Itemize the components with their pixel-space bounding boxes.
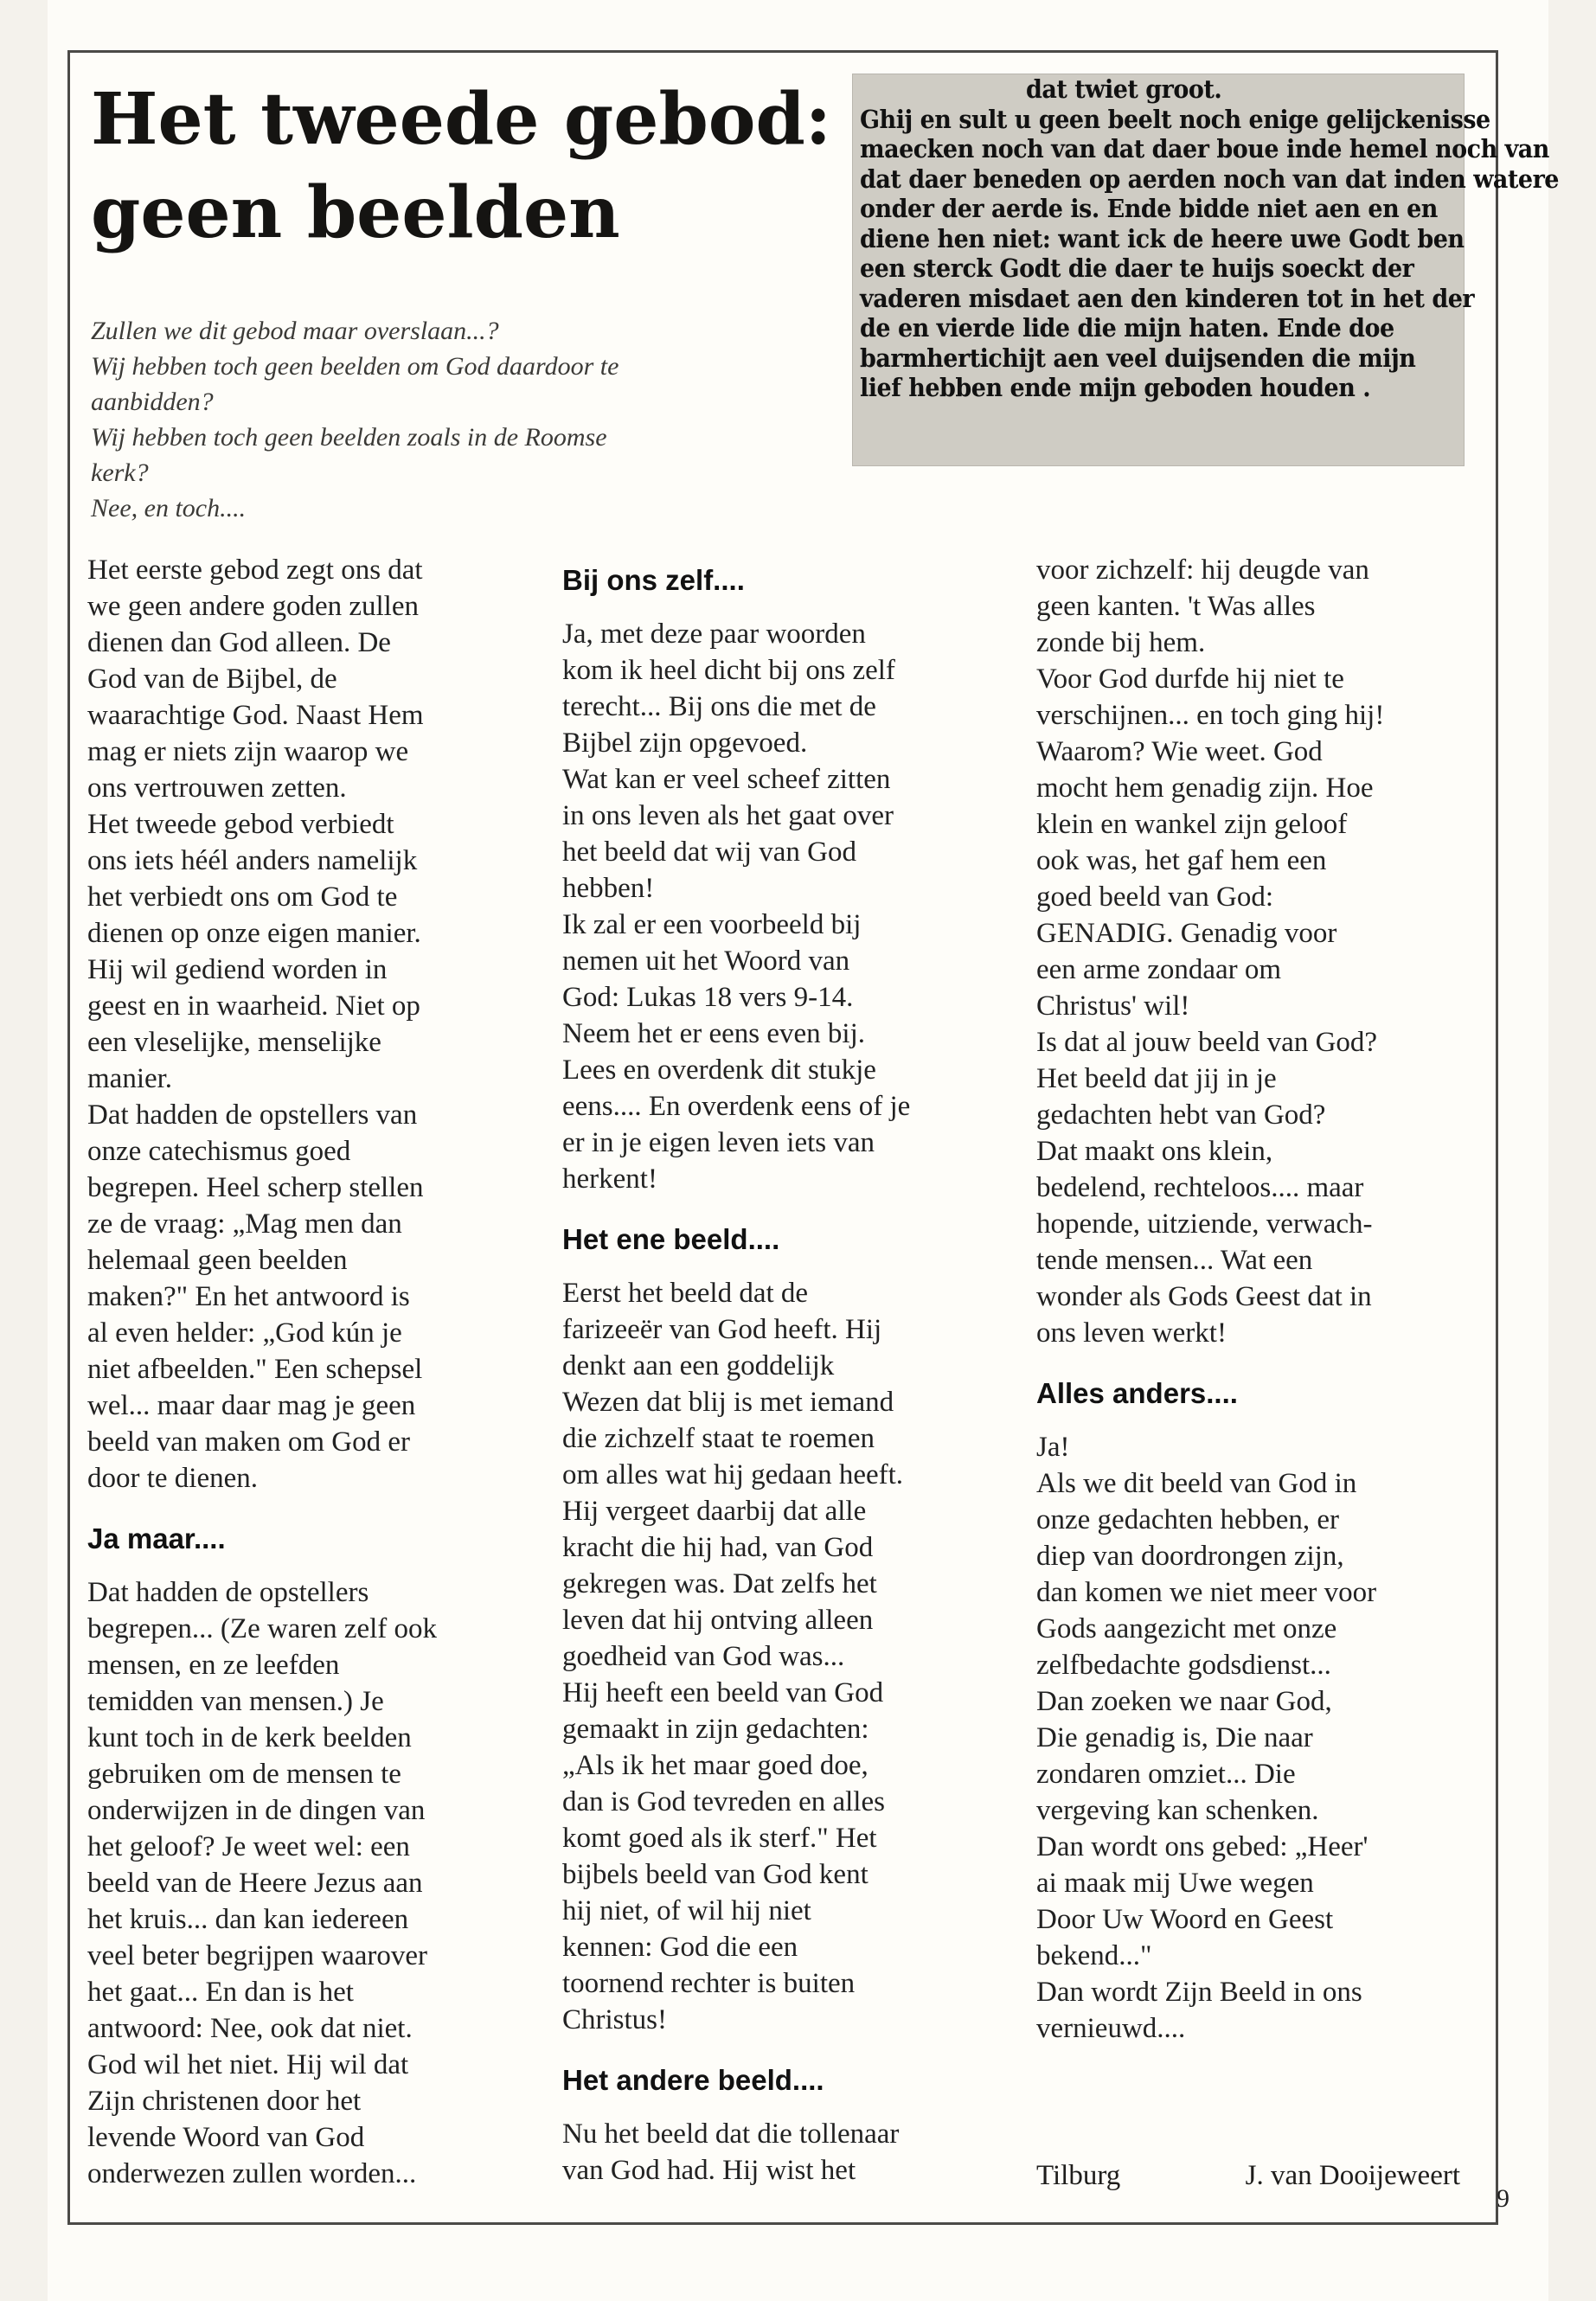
text-line: voor zichzelf: hij deugde van: [1036, 554, 1369, 586]
text-line: zonde bij hem.: [1036, 627, 1206, 658]
text-line: goedheid van God was...: [562, 1641, 845, 1672]
paragraph: [562, 2116, 1012, 2189]
text-line: van God had. Hij wist het: [562, 2155, 856, 2186]
text-line: mag er niets zijn waarop we: [87, 736, 409, 767]
text-line: Ja!: [1036, 1432, 1070, 1463]
text-line: klein en wankel zijn geloof: [1036, 809, 1348, 840]
text-line: Dan zoeken we naar God,: [1036, 1686, 1332, 1717]
text-line: farizeeër van God heeft. Hij: [562, 1314, 882, 1345]
text-line: ai maak mij Uwe wegen: [1036, 1868, 1314, 1899]
text-line: Christus' wil!: [1036, 990, 1190, 1022]
text-line: Het beeld dat jij in je: [1036, 1063, 1277, 1094]
text-line: Zijn christenen door het: [87, 2086, 362, 2117]
text-line: ook was, het gaf hem een: [1036, 845, 1327, 876]
text-line: beeld van maken om God er: [87, 1426, 410, 1458]
title-line: geen beelden: [91, 171, 620, 254]
text-line: wel... maar daar mag je geen: [87, 1390, 416, 1421]
text-line: gemaakt in zijn gedachten:: [562, 1714, 869, 1745]
text-line: dienen op onze eigen manier.: [87, 918, 421, 949]
text-line: Nu het beeld dat die tollenaar: [562, 2118, 900, 2150]
text-line: ons iets héél anders namelijk: [87, 845, 418, 876]
text-line: Als we dit beeld van God in: [1036, 1468, 1357, 1499]
title-line: Het tweede gebod:: [91, 78, 832, 161]
text-line: bedelend, rechteloos.... maar: [1036, 1172, 1364, 1203]
text-line: het verbiedt ons om God te: [87, 881, 398, 913]
text-line: Wezen dat blij is met iemand: [562, 1387, 894, 1418]
text-line: beeld van de Heere Jezus aan: [87, 1868, 423, 1899]
paragraph: [87, 1574, 537, 2192]
text-line: ons leven werkt!: [1036, 1317, 1227, 1349]
text-line: hopende, uitziende, verwach-: [1036, 1208, 1373, 1240]
text-line: Dat hadden de opstellers van: [87, 1099, 418, 1131]
subheading-het-ene-beeld: Het ene beeld....: [562, 1223, 780, 1255]
scan-line: Ghij en sult u geen beelt noch enige gelijckenisse: [860, 105, 1490, 135]
text-line: al even helder: „God kún je: [87, 1317, 402, 1349]
column-1: [87, 552, 537, 2192]
text-line: Wat kan er veel scheef zitten: [562, 764, 891, 795]
intro-line: kerk?: [91, 458, 149, 487]
intro-line: Nee, en toch....: [91, 494, 247, 522]
text-line: kennen: God die een: [562, 1932, 798, 1963]
text-line: in ons leven als het gaat over: [562, 800, 894, 831]
text-line: zondaren omziet... Die: [1036, 1759, 1296, 1790]
text-line: maken?" En het antwoord is: [87, 1281, 410, 1312]
intro-line: Zullen we dit gebod maar overslaan...?: [91, 317, 499, 345]
paragraph: [1036, 552, 1486, 1351]
text-line: „Als ik het maar goed doe,: [562, 1750, 869, 1781]
text-line: bijbels beeld van God kent: [562, 1859, 869, 1890]
text-line: gedachten hebt van God?: [1036, 1099, 1326, 1131]
scan-line: diene hen niet: want ick de heere uwe Godt ben: [860, 224, 1465, 254]
text-line: God van de Bijbel, de: [87, 663, 337, 695]
intro-line: Wij hebben toch geen beelden om God daardoor te: [91, 352, 619, 381]
text-line: tende mensen... Wat een: [1036, 1245, 1313, 1276]
text-line: het geloof? Je weet wel: een: [87, 1831, 410, 1862]
text-line: gekregen was. Dat zelfs het: [562, 1568, 877, 1599]
text-line: Die genadig is, Die naar: [1036, 1722, 1313, 1753]
text-line: een arme zondaar om: [1036, 954, 1282, 985]
text-line: gebruiken om de mensen te: [87, 1759, 401, 1790]
scan-line: dat daer beneden op aerden noch van dat inden watere: [860, 164, 1559, 195]
text-line: Waarom? Wie weet. God: [1036, 736, 1323, 767]
text-line: er in je eigen leven iets van: [562, 1127, 875, 1158]
subheading-het-andere-beeld: Het andere beeld....: [562, 2064, 824, 2096]
text-line: een vleselijke, menselijke: [87, 1027, 381, 1058]
text-line: mensen, en ze leefden: [87, 1650, 340, 1681]
text-line: onderwezen zullen worden...: [87, 2158, 417, 2189]
text-line: Hij heeft een beeld van God: [562, 1677, 884, 1708]
text-line: het gaat... En dan is het: [87, 1977, 354, 2008]
text-line: God wil het niet. Hij wil dat: [87, 2049, 409, 2080]
scan-line: lief hebben ende mijn geboden houden .: [860, 374, 1371, 403]
text-line: Het eerste gebod zegt ons dat: [87, 554, 423, 586]
text-line: kom ik heel dicht bij ons zelf: [562, 655, 895, 686]
text-line: kunt toch in de kerk beelden: [87, 1722, 412, 1753]
text-line: eens.... En overdenk eens of je: [562, 1091, 911, 1122]
text-line: die zichzelf staat te roemen: [562, 1423, 875, 1454]
text-line: Eerst het beeld dat de: [562, 1278, 809, 1309]
text-line: God: Lukas 18 vers 9-14.: [562, 982, 854, 1013]
text-line: ze de vraag: „Mag men dan: [87, 1208, 402, 1240]
column-3: [1036, 552, 1486, 2047]
text-line: terecht... Bij ons die met de: [562, 691, 876, 722]
text-line: zelfbedachte godsdienst...: [1036, 1650, 1331, 1681]
text-line: Dan wordt Zijn Beeld in ons: [1036, 1977, 1362, 2008]
text-line: Ik zal er een voorbeeld bij: [562, 909, 862, 940]
text-line: denkt aan een goddelijk: [562, 1350, 835, 1381]
text-line: we geen andere goden zullen: [87, 591, 419, 622]
text-line: dan is God tevreden en alles: [562, 1786, 885, 1817]
text-line: geen kanten. 't Was alles: [1036, 591, 1316, 622]
blackletter-scan-image: [852, 74, 1559, 466]
text-line: goed beeld van God:: [1036, 881, 1274, 913]
text-line: Dat hadden de opstellers: [87, 1577, 369, 1608]
text-line: Gods aangezicht met onze: [1036, 1613, 1337, 1644]
text-line: kracht die hij had, van God: [562, 1532, 874, 1563]
text-line: het kruis... dan kan iedereen: [87, 1904, 409, 1935]
article-intro: [91, 313, 783, 526]
signature: [1036, 2157, 1460, 2194]
text-line: om alles wat hij gedaan heeft.: [562, 1459, 904, 1490]
text-line: Voor God durfde hij niet te: [1036, 663, 1344, 695]
column-2: [562, 552, 1012, 2189]
paragraph: [562, 616, 1012, 1197]
scan-line: barmhertichijt aen veel duijsenden die mijn: [860, 343, 1416, 374]
text-line: onze gedachten hebben, er: [1036, 1504, 1339, 1535]
text-line: Dat maakt ons klein,: [1036, 1136, 1273, 1167]
text-line: het beeld dat wij van God: [562, 836, 856, 868]
text-line: veel beter begrijpen waarover: [87, 1940, 428, 1971]
text-line: levende Woord van God: [87, 2122, 365, 2153]
text-line: Lees en overdenk dit stukje: [562, 1054, 876, 1086]
paragraph: [562, 1275, 1012, 2038]
text-line: temidden van mensen.) Je: [87, 1686, 384, 1717]
text-line: Hij wil gediend worden in: [87, 954, 388, 985]
scan-line: de en vierde lide die mijn haten. Ende doe: [860, 314, 1394, 343]
text-line: antwoord: Nee, ook dat niet.: [87, 2013, 413, 2044]
signature-place: Tilburg: [1036, 2160, 1121, 2191]
text-line: herkent!: [562, 1163, 657, 1195]
text-line: bekend...": [1036, 1940, 1152, 1971]
text-line: hij niet, of wil hij niet: [562, 1895, 811, 1926]
paragraph: [1036, 1429, 1486, 2047]
text-line: nemen uit het Woord van: [562, 945, 850, 977]
text-line: toornend rechter is buiten: [562, 1968, 856, 1999]
signature-author: J. van Dooijeweert: [1245, 2160, 1460, 2191]
subheading-alles-anders: Alles anders....: [1036, 1377, 1238, 1409]
text-line: leven dat hij ontving alleen: [562, 1605, 874, 1636]
text-line: waarachtige God. Naast Hem: [87, 700, 424, 731]
text-line: begrepen. Heel scherp stellen: [87, 1172, 424, 1203]
text-line: GENADIG. Genadig voor: [1036, 918, 1337, 949]
text-line: manier.: [87, 1063, 173, 1094]
text-line: geest en in waarheid. Niet op: [87, 990, 420, 1022]
text-line: diep van doordrongen zijn,: [1036, 1541, 1344, 1572]
text-line: hebben!: [562, 873, 655, 904]
subheading-ja-maar: Ja maar....: [87, 1522, 226, 1554]
text-line: dienen dan God alleen. De: [87, 627, 391, 658]
text-line: dan komen we niet meer voor: [1036, 1577, 1377, 1608]
text-line: door te dienen.: [87, 1463, 259, 1494]
text-line: komt goed als ik sterf." Het: [562, 1823, 877, 1854]
text-line: Hij vergeet daarbij dat alle: [562, 1496, 867, 1527]
text-line: onze catechismus goed: [87, 1136, 351, 1167]
text-line: Christus!: [562, 2004, 668, 2035]
scan-line: vaderen misdaet aen den kinderen tot in het der: [860, 284, 1475, 314]
text-line: vergeving kan schenken.: [1036, 1795, 1319, 1826]
text-line: wonder als Gods Geest dat in: [1036, 1281, 1372, 1312]
text-line: Door Uw Woord en Geest: [1036, 1904, 1334, 1935]
text-line: Neem het er eens even bij.: [562, 1018, 866, 1049]
text-line: begrepen... (Ze waren zelf ook: [87, 1613, 438, 1644]
text-line: mocht hem genadig zijn. Hoe: [1036, 772, 1374, 804]
subheading-bij-ons-zelf: Bij ons zelf....: [562, 564, 745, 596]
paragraph: [87, 552, 537, 1497]
scan-line: een sterck Godt die daer te huijs soeckt der: [860, 254, 1414, 284]
text-line: Het tweede gebod verbiedt: [87, 809, 394, 840]
text-line: ons vertrouwen zetten.: [87, 772, 347, 804]
article-title: [91, 73, 852, 260]
scan-line: onder der aerde is. Ende bidde niet aen en en: [860, 195, 1438, 224]
text-line: Bijbel zijn opgevoed.: [562, 727, 808, 759]
text-line: Dan wordt ons gebed: „Heer': [1036, 1831, 1368, 1862]
text-line: Is dat al jouw beeld van God?: [1036, 1027, 1378, 1058]
scan-line: dat twiet groot.: [1026, 75, 1222, 105]
page-number: 9: [1497, 2184, 1509, 2213]
text-line: onderwijzen in de dingen van: [87, 1795, 426, 1826]
intro-line: Wij hebben toch geen beelden zoals in de Roomse: [91, 423, 607, 452]
scan-line: maecken noch van dat daer boue inde hemel noch van: [860, 135, 1549, 164]
text-line: vernieuwd....: [1036, 2013, 1186, 2044]
text-line: verschijnen... en toch ging hij!: [1036, 700, 1385, 731]
text-line: helemaal geen beelden: [87, 1245, 348, 1276]
intro-line: aanbidden?: [91, 388, 214, 416]
text-line: Ja, met deze paar woorden: [562, 619, 866, 650]
text-line: niet afbeelden." Een schepsel: [87, 1354, 423, 1385]
